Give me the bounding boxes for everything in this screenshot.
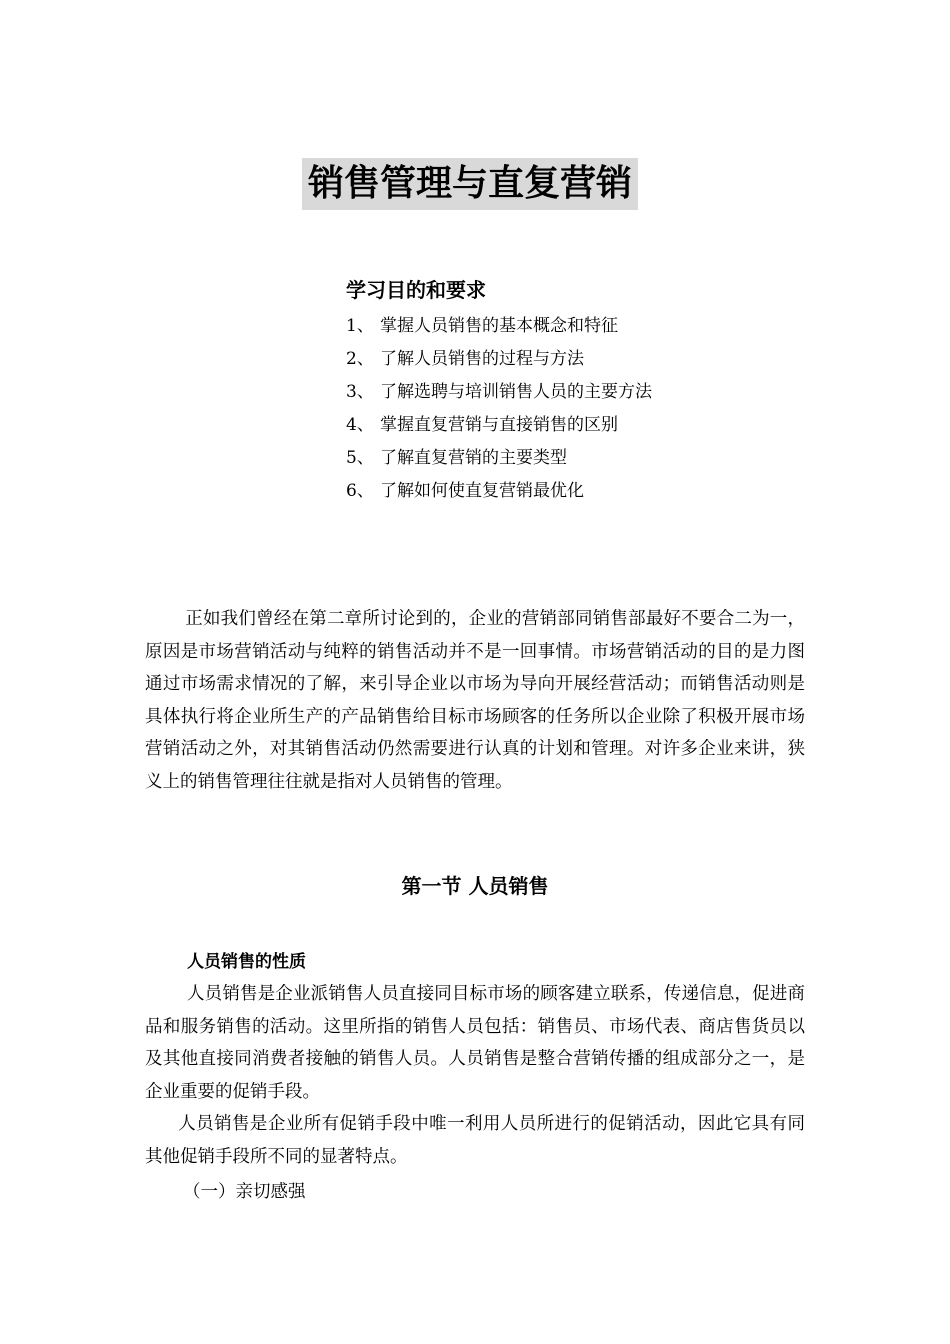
objectives-heading: 学习目的和要求 [346,278,486,302]
objective-text: 了解人员销售的过程与方法 [380,349,584,369]
objective-text: 了解选聘与培训销售人员的主要方法 [380,382,652,402]
objective-item [346,376,652,409]
objective-text: 掌握人员销售的基本概念和特征 [380,316,618,336]
objective-item [346,409,652,442]
objective-number: 1、 [346,316,374,336]
feature-item: （一）亲切感强 [183,1182,306,1202]
objective-text: 掌握直复营销与直接销售的区别 [380,415,618,435]
objective-number: 3、 [346,382,374,402]
objective-text: 了解直复营销的主要类型 [380,448,567,468]
objective-number: 5、 [346,448,374,468]
section-title: 第一节 人员销售 [401,874,549,898]
objective-item [346,442,652,475]
objective-item [346,343,652,376]
objective-number: 2、 [346,349,374,369]
objective-text: 了解如何使直复营销最优化 [380,481,584,501]
intro-paragraph: 正如我们曾经在第二章所讨论到的，企业的营销部同销售部最好不要合二为一，原因是市场营销活动与纯粹的销售活动并不是一回事情。市场营销活动的目的是力图通过市场需求情况的了解，来引导企业以市场为导向开展经营活动；而销售活动则是具体执行将企业所生产的产品销售给目标市场顾客的任务所以企业除了积极开展市场营销活动之外，对其销售活动仍然需要进行认真的计划和管理。对许多企业来讲，狭义上的销售管理往往就是指对人员销售的管理。 [145,609,805,792]
objective-item [346,310,652,343]
document-title: 销售管理与直复营销 [302,158,638,210]
section-paragraph: 人员销售是企业派销售人员直接同目标市场的顾客建立联系，传递信息，促进商品和服务销售的活动。这里所指的销售人员包括：销售员、市场代表、商店售货员以及其他直接同消费者接触的销售人员。人员销售是整合营销传播的组成部分之一，是企业重要的促销手段。 [145,984,805,1102]
section-paragraph: 人员销售是企业所有促销手段中唯一利用人员所进行的促销活动，因此它具有同其他促销手段所不同的显著特点。 [145,1114,805,1167]
objective-item [346,475,652,508]
objectives-list [346,310,652,508]
objective-number: 4、 [346,415,374,435]
section-subheading: 人员销售的性质 [187,952,306,972]
objective-number: 6、 [346,481,374,501]
